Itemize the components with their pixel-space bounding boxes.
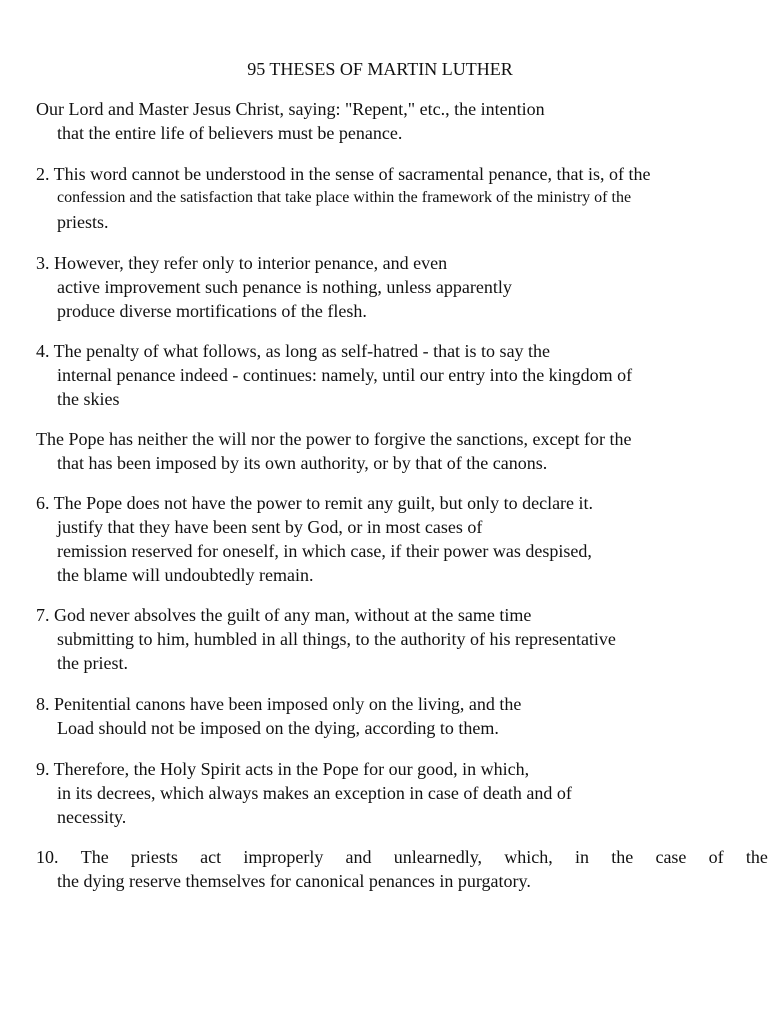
justified-word: case — [655, 847, 687, 867]
thesis-line: 4. The penalty of what follows, as long as self-hatred - that is to say the — [36, 341, 551, 361]
justified-word: The — [80, 847, 109, 867]
justified-word: priests — [130, 847, 178, 867]
thesis-line: active improvement such penance is nothing, unless apparently — [57, 277, 512, 297]
thesis-4 — [36, 339, 768, 411]
thesis-line: 8. Penitential canons have been imposed only on the living, and the — [36, 694, 522, 714]
thesis-line: in its decrees, which always makes an exception in case of death and of — [57, 783, 572, 803]
thesis-9 — [36, 757, 768, 829]
thesis-line: produce diverse mortifications of the flesh. — [57, 301, 367, 321]
thesis-line: 7. God never absolves the guilt of any man, without at the same time — [36, 605, 532, 625]
document-title: 95 THESES OF MARTIN LUTHER — [247, 59, 513, 79]
thesis-line: the priest. — [57, 653, 128, 673]
justified-word: the — [745, 847, 768, 867]
thesis-line: 3. However, they refer only to interior penance, and even — [36, 253, 448, 273]
justified-word: and — [345, 847, 372, 867]
thesis-line: Load should not be imposed on the dying, according to them. — [57, 718, 499, 738]
thesis-10 — [36, 845, 768, 893]
thesis-line: 9. Therefore, the Holy Spirit acts in the Pope for our good, in which, — [36, 759, 530, 779]
thesis-1 — [36, 97, 768, 145]
thesis-2 — [36, 162, 768, 234]
justified-word: in — [575, 847, 590, 867]
thesis-line: 6. The Pope does not have the power to remit any guilt, but only to declare it. — [36, 493, 594, 513]
thesis-line: confession and the satisfaction that take place within the framework of the ministry of the — [57, 189, 632, 206]
thesis-line: priests. — [57, 212, 109, 232]
thesis-5 — [36, 427, 768, 475]
thesis-line: 2. This word cannot be understood in the sense of sacramental penance, that is, of the — [36, 164, 651, 184]
justified-word: improperly — [243, 847, 324, 867]
thesis-6 — [36, 491, 768, 587]
thesis-line: The Pope has neither the will nor the power to forgive the sanctions, except for the — [36, 429, 632, 449]
thesis-line: submitting to him, humbled in all things, to the authority of his representative — [57, 629, 616, 649]
thesis-line: the dying reserve themselves for canonical penances in purgatory. — [57, 871, 531, 891]
thesis-line: that has been imposed by its own authority, or by that of the canons. — [57, 453, 548, 473]
thesis-line: the blame will undoubtedly remain. — [57, 565, 314, 585]
thesis-line: the skies — [57, 389, 120, 409]
thesis-line: necessity. — [57, 807, 127, 827]
thesis-line: that the entire life of believers must be penance. — [57, 123, 403, 143]
thesis-line: justify that they have been sent by God, or in most cases of — [57, 517, 483, 537]
justified-word: 10. — [36, 847, 59, 867]
justified-word: which, — [504, 847, 553, 867]
thesis-8 — [36, 692, 768, 740]
thesis-3 — [36, 251, 768, 323]
thesis-line: internal penance indeed - continues: namely, until our entry into the kingdom of — [57, 365, 633, 385]
thesis-7 — [36, 603, 768, 675]
justified-word: the — [611, 847, 634, 867]
thesis-line: remission reserved for oneself, in which case, if their power was despised, — [57, 541, 592, 561]
justified-word: act — [200, 847, 222, 867]
thesis-line: Our Lord and Master Jesus Christ, saying: "Repent," etc., the intention — [36, 99, 545, 119]
justified-word: of — [708, 847, 724, 867]
thesis-line-justified — [36, 845, 768, 869]
justified-word: unlearnedly, — [393, 847, 483, 867]
